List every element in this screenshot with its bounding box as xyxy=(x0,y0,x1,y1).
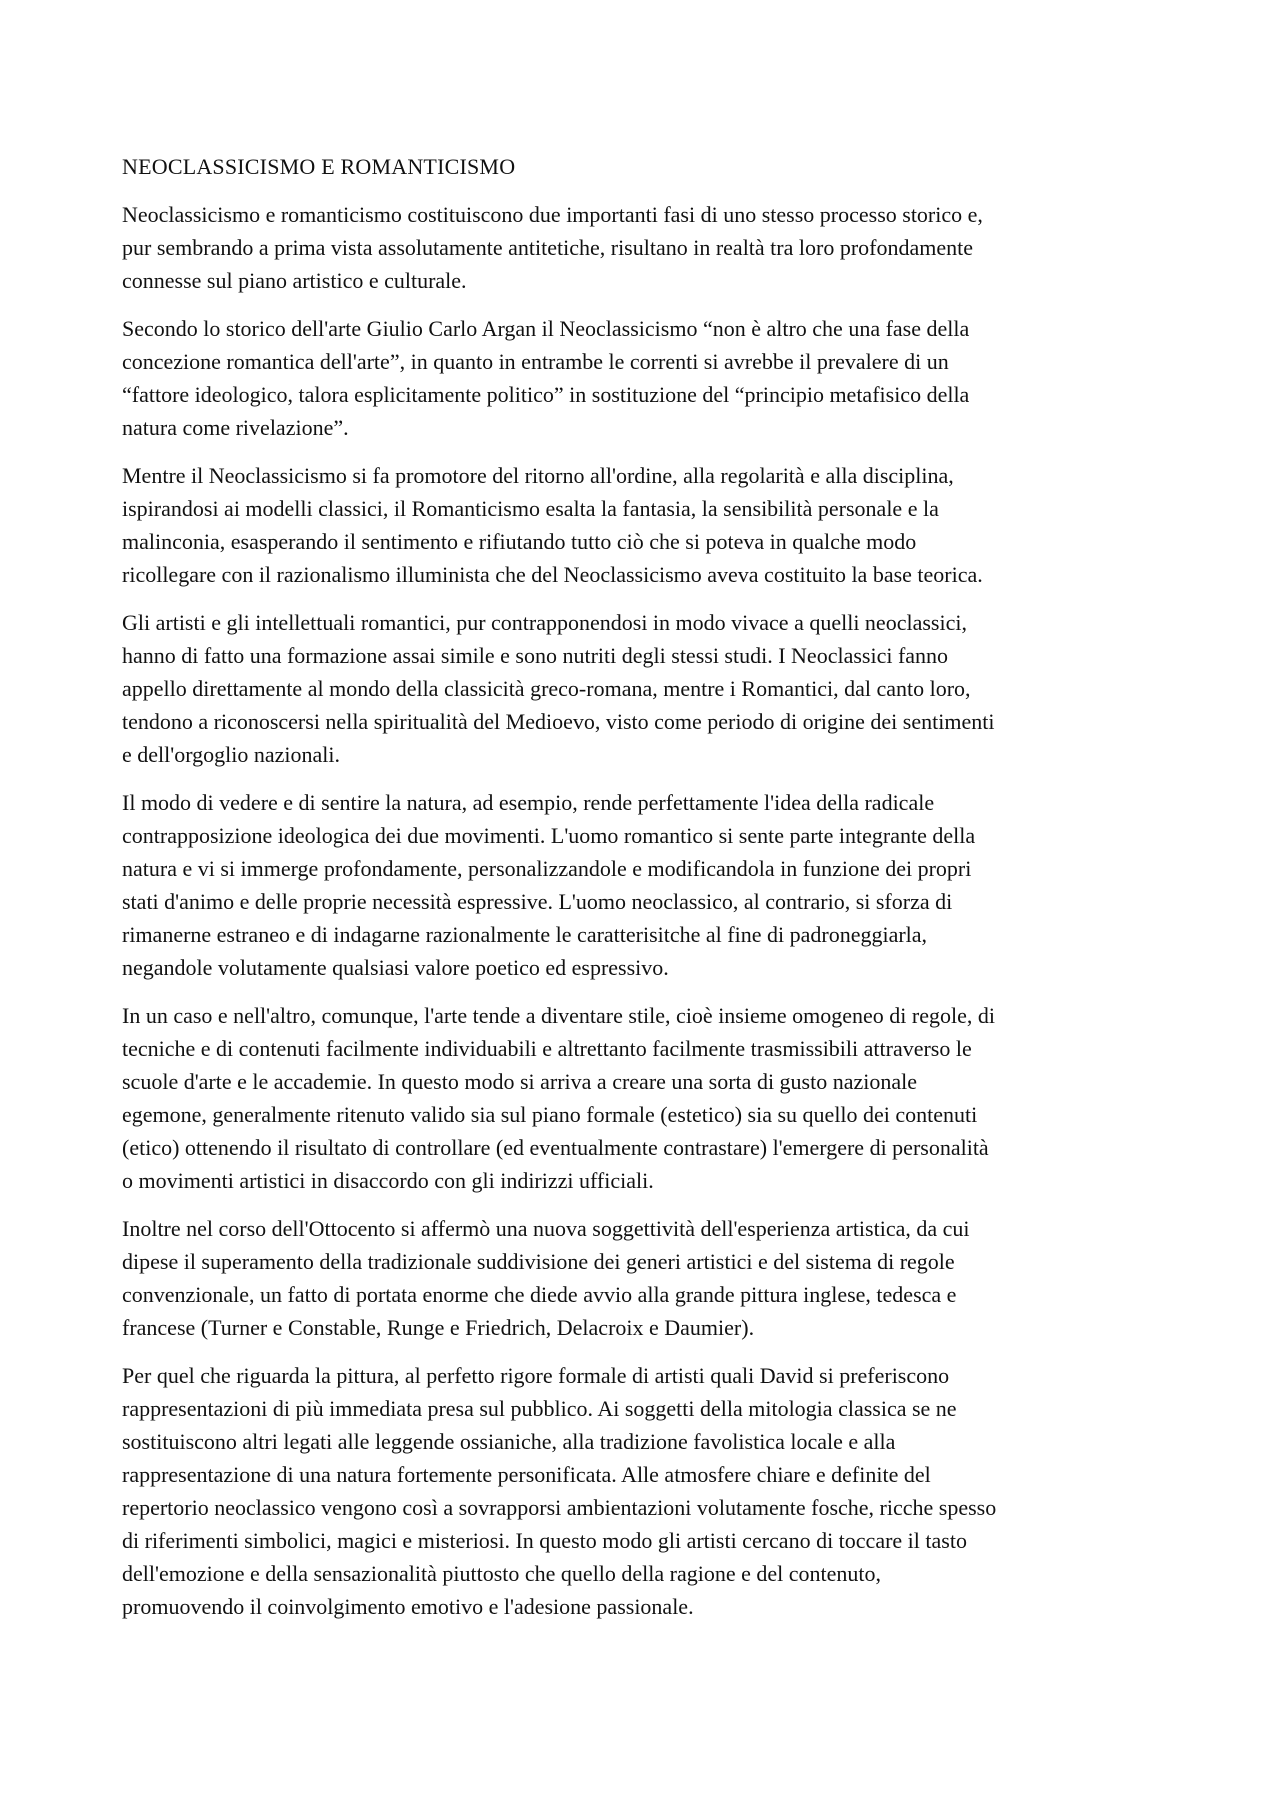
paragraph-line: o movimenti artistici in disaccordo con gli indirizzi ufficiali. xyxy=(122,1168,654,1193)
paragraph xyxy=(122,786,1164,984)
paragraph-line: rappresentazioni di più immediata presa sul pubblico. Ai soggetti della mitologia classica se ne xyxy=(122,1396,957,1421)
paragraph-line: Gli artisti e gli intellettuali romantici, pur contrapponendosi in modo vivace a quelli neoclassici, xyxy=(122,610,967,635)
paragraph-line: negandole volutamente qualsiasi valore poetico ed espressivo. xyxy=(122,955,669,980)
paragraph-line: ricollegare con il razionalismo illuminista che del Neoclassicismo aveva costituito la base teorica. xyxy=(122,562,983,587)
paragraph xyxy=(122,312,1164,444)
paragraph-line: pur sembrando a prima vista assolutamente antitetiche, risultano in realtà tra loro profondamente xyxy=(122,235,973,260)
paragraph-line: tendono a riconoscersi nella spiritualità del Medioevo, visto come periodo di origine dei sentimenti xyxy=(122,709,995,734)
paragraph-line: appello direttamente al mondo della classicità greco-romana, mentre i Romantici, dal canto loro, xyxy=(122,676,971,701)
paragraph-line: tecniche e di contenuti facilmente individuabili e altrettanto facilmente trasmissibili attraverso le xyxy=(122,1036,972,1061)
paragraph-line: (etico) ottenendo il risultato di controllare (ed eventualmente contrastare) l'emergere di personalità xyxy=(122,1135,989,1160)
paragraph-line: dipese il superamento della tradizionale suddivisione dei generi artistici e del sistema di regole xyxy=(122,1249,955,1274)
paragraph-line: stati d'animo e delle proprie necessità espressive. L'uomo neoclassico, al contrario, si sforza di xyxy=(122,889,953,914)
paragraph xyxy=(122,999,1164,1197)
paragraph-line: Neoclassicismo e romanticismo costituiscono due importanti fasi di uno stesso processo storico e, xyxy=(122,202,983,227)
paragraph-line: Secondo lo storico dell'arte Giulio Carlo Argan il Neoclassicismo “non è altro che una fase della xyxy=(122,316,970,341)
paragraph-line: dell'emozione e della sensazionalità piuttosto che quello della ragione e del contenuto, xyxy=(122,1561,882,1586)
paragraph-line: connesse sul piano artistico e culturale. xyxy=(122,268,467,293)
paragraph-line: hanno di fatto una formazione assai simile e sono nutriti degli stessi studi. I Neoclassici fanno xyxy=(122,643,949,668)
paragraph-line: francese (Turner e Constable, Runge e Friedrich, Delacroix e Daumier). xyxy=(122,1315,755,1340)
paragraph-line: natura come rivelazione”. xyxy=(122,415,349,440)
paragraph-line: Il modo di vedere e di sentire la natura, ad esempio, rende perfettamente l'idea della radicale xyxy=(122,790,935,815)
paragraph-line: repertorio neoclassico vengono così a sovrapporsi ambientazioni volutamente fosche, ricche spesso xyxy=(122,1495,997,1520)
paragraph-line: malinconia, esasperando il sentimento e rifiutando tutto ciò che si poteva in qualche modo xyxy=(122,529,917,554)
document-body xyxy=(122,198,1164,1623)
paragraph-line: concezione romantica dell'arte”, in quanto in entrambe le correnti si avrebbe il prevalere di un xyxy=(122,349,949,374)
paragraph-line: contrapposizione ideologica dei due movimenti. L'uomo romantico si sente parte integrante della xyxy=(122,823,976,848)
paragraph-line: convenzionale, un fatto di portata enorme che diede avvio alla grande pittura inglese, tedesca e xyxy=(122,1282,957,1307)
paragraph xyxy=(122,1212,1164,1344)
paragraph-line: sostituiscono altri legati alle leggende ossianiche, alla tradizione favolistica locale e alla xyxy=(122,1429,896,1454)
paragraph-line: rimanerne estraneo e di indagarne razionalmente le caratterisitche al fine di padroneggiarla, xyxy=(122,922,928,947)
paragraph-line: Per quel che riguarda la pittura, al perfetto rigore formale di artisti quali David si preferiscono xyxy=(122,1363,950,1388)
paragraph-line: egemone, generalmente ritenuto valido sia sul piano formale (estetico) sia su quello dei contenuti xyxy=(122,1102,978,1127)
document-page xyxy=(122,150,1164,1638)
paragraph-line: e dell'orgoglio nazionali. xyxy=(122,742,341,767)
document-title: NEOCLASSICISMO E ROMANTICISMO xyxy=(122,154,516,179)
paragraph-line: “fattore ideologico, talora esplicitamente politico” in sostituzione del “principio metafisico della xyxy=(122,382,970,407)
paragraph xyxy=(122,606,1164,771)
paragraph-line: In un caso e nell'altro, comunque, l'arte tende a diventare stile, cioè insieme omogeneo di regole, di xyxy=(122,1003,995,1028)
paragraph-line: Mentre il Neoclassicismo si fa promotore del ritorno all'ordine, alla regolarità e alla disciplina, xyxy=(122,463,954,488)
paragraph xyxy=(122,459,1164,591)
paragraph-line: di riferimenti simbolici, magici e misteriosi. In questo modo gli artisti cercano di toccare il tasto xyxy=(122,1528,967,1553)
paragraph-line: natura e vi si immerge profondamente, personalizzandole e modificandola in funzione dei propri xyxy=(122,856,972,881)
paragraph-line: ispirandosi ai modelli classici, il Romanticismo esalta la fantasia, la sensibilità personale e la xyxy=(122,496,939,521)
paragraph xyxy=(122,198,1164,297)
paragraph xyxy=(122,1359,1164,1623)
paragraph-line: Inoltre nel corso dell'Ottocento si affermò una nuova soggettività dell'esperienza artistica, da cui xyxy=(122,1216,970,1241)
paragraph-line: scuole d'arte e le accademie. In questo modo si arriva a creare una sorta di gusto nazionale xyxy=(122,1069,918,1094)
paragraph-line: rappresentazione di una natura fortemente personificata. Alle atmosfere chiare e definite del xyxy=(122,1462,931,1487)
paragraph-line: promuovendo il coinvolgimento emotivo e l'adesione passionale. xyxy=(122,1594,694,1619)
